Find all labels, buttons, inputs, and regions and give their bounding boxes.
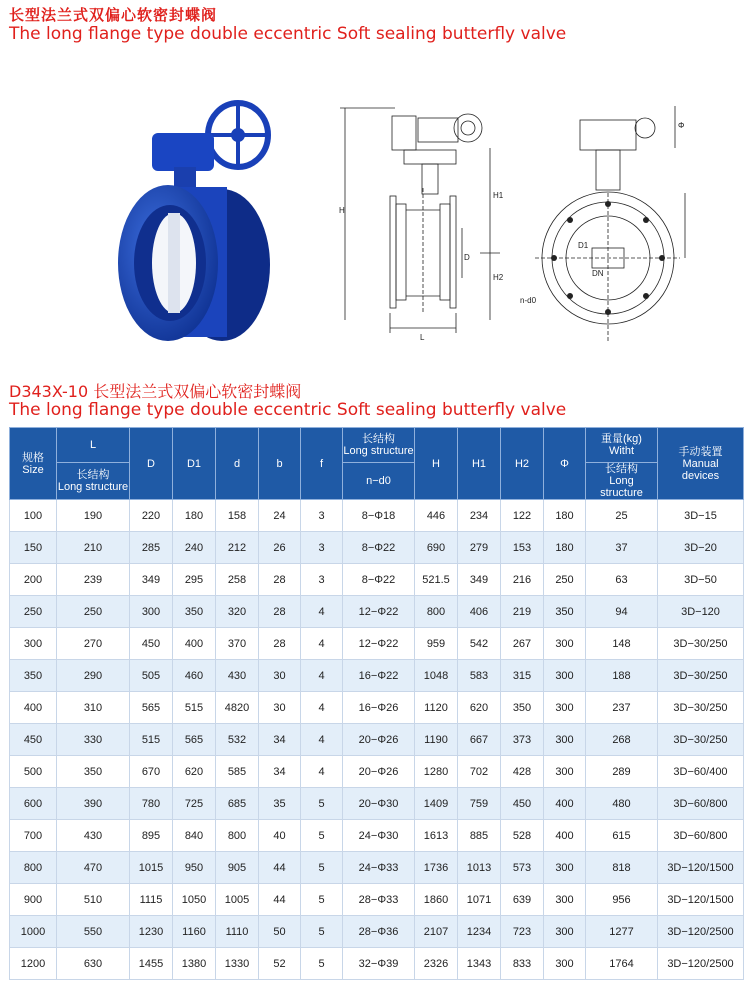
table-cell: 34 [259, 724, 301, 756]
table-cell: 480 [586, 788, 658, 820]
table-cell: 188 [586, 660, 658, 692]
table-cell: 270 [57, 628, 130, 660]
table-cell: 153 [501, 532, 544, 564]
col-L-sub: 长结构 Long structure [57, 463, 130, 500]
table-cell: 350 [501, 692, 544, 724]
table-cell: 3D−120/2500 [658, 948, 744, 980]
col-b: b [259, 428, 301, 500]
table-cell: 180 [173, 500, 216, 532]
table-cell: 250 [57, 596, 130, 628]
table-cell: 239 [57, 564, 130, 596]
table-cell: 5 [301, 852, 343, 884]
table-cell: 350 [544, 596, 586, 628]
col-nd0-top: 长结构 Long structure [343, 428, 415, 463]
table-cell: 300 [544, 692, 586, 724]
table-row [10, 788, 744, 820]
table-cell: 400 [544, 788, 586, 820]
table-cell: 505 [130, 660, 173, 692]
table-cell: 630 [57, 948, 130, 980]
table-cell: 350 [173, 596, 216, 628]
table-cell: 1330 [216, 948, 259, 980]
table-cell: 267 [501, 628, 544, 660]
table-cell: 800 [216, 820, 259, 852]
table-cell: 515 [130, 724, 173, 756]
table-cell: 950 [173, 852, 216, 884]
table-cell: 4 [301, 692, 343, 724]
table-cell: 620 [458, 692, 501, 724]
table-cell: 1280 [415, 756, 458, 788]
table-cell: 26 [259, 532, 301, 564]
table-row [10, 628, 744, 660]
table-cell: 44 [259, 884, 301, 916]
table-row [10, 852, 744, 884]
table-cell: 542 [458, 628, 501, 660]
table-cell: 30 [259, 692, 301, 724]
table-cell: 1000 [10, 916, 57, 948]
table-cell: 30 [259, 660, 301, 692]
table-cell: 3D−60/400 [658, 756, 744, 788]
table-cell: 615 [586, 820, 658, 852]
table-cell: 216 [501, 564, 544, 596]
table-row [10, 500, 744, 532]
table-cell: 460 [173, 660, 216, 692]
table-cell: 583 [458, 660, 501, 692]
table-cell: 300 [544, 948, 586, 980]
table-row [10, 724, 744, 756]
table-cell: 1380 [173, 948, 216, 980]
table-cell: 1050 [173, 884, 216, 916]
table-cell: 1764 [586, 948, 658, 980]
col-manual: 手动装置 Manual devices [658, 428, 744, 500]
table-cell: 550 [57, 916, 130, 948]
table-cell: 370 [216, 628, 259, 660]
table-cell: 20−Φ26 [343, 756, 415, 788]
table-cell: 450 [501, 788, 544, 820]
table-cell: 300 [544, 628, 586, 660]
table-cell: 40 [259, 820, 301, 852]
table-cell: 959 [415, 628, 458, 660]
table-row [10, 532, 744, 564]
table-cell: 690 [415, 532, 458, 564]
table-cell: 3D−30/250 [658, 660, 744, 692]
table-cell: 300 [130, 596, 173, 628]
table-cell: 32−Φ39 [343, 948, 415, 980]
table-cell: 220 [130, 500, 173, 532]
table-cell: 373 [501, 724, 544, 756]
table-row [10, 916, 744, 948]
col-H: H [415, 428, 458, 500]
table-cell: 3D−50 [658, 564, 744, 596]
table-cell: 290 [57, 660, 130, 692]
table-cell: 300 [544, 724, 586, 756]
table-cell: 3D−60/800 [658, 820, 744, 852]
table-cell: 320 [216, 596, 259, 628]
table-cell: 3D−120/2500 [658, 916, 744, 948]
table-cell: 470 [57, 852, 130, 884]
table-cell: 725 [173, 788, 216, 820]
table-cell: 350 [10, 660, 57, 692]
table-cell: 3 [301, 532, 343, 564]
table-cell: 268 [586, 724, 658, 756]
table-cell: 685 [216, 788, 259, 820]
table-cell: 28−Φ36 [343, 916, 415, 948]
table-cell: 3D−120 [658, 596, 744, 628]
table-cell: 1110 [216, 916, 259, 948]
section-title-en: The long flange type double eccentric Soft sealing butterfly valve [9, 400, 567, 420]
table-cell: 723 [501, 916, 544, 948]
table-cell: 330 [57, 724, 130, 756]
table-cell: 237 [586, 692, 658, 724]
table-cell: 250 [10, 596, 57, 628]
table-cell: 8−Φ22 [343, 564, 415, 596]
table-cell: 1200 [10, 948, 57, 980]
table-cell: 180 [544, 532, 586, 564]
table-cell: 24 [259, 500, 301, 532]
table-cell: 279 [458, 532, 501, 564]
table-cell: 25 [586, 500, 658, 532]
table-cell: 2107 [415, 916, 458, 948]
table-cell: 300 [10, 628, 57, 660]
table-cell: 956 [586, 884, 658, 916]
table-row [10, 692, 744, 724]
table-cell: 1013 [458, 852, 501, 884]
table-cell: 300 [544, 916, 586, 948]
col-L: L [57, 428, 130, 463]
table-cell: 3D−120/1500 [658, 852, 744, 884]
table-cell: 3D−20 [658, 532, 744, 564]
table-cell: 100 [10, 500, 57, 532]
table-cell: 289 [586, 756, 658, 788]
table-cell: 94 [586, 596, 658, 628]
table-cell: 400 [544, 820, 586, 852]
table-cell: 400 [173, 628, 216, 660]
table-row [10, 564, 744, 596]
valve-photo [110, 95, 280, 345]
table-cell: 300 [544, 660, 586, 692]
table-cell: 818 [586, 852, 658, 884]
table-cell: 250 [544, 564, 586, 596]
table-cell: 800 [10, 852, 57, 884]
table-cell: 4 [301, 756, 343, 788]
table-cell: 900 [10, 884, 57, 916]
dim-nd0: n-d0 [520, 296, 537, 305]
table-cell: 532 [216, 724, 259, 756]
table-cell: 670 [130, 756, 173, 788]
table-cell: 1048 [415, 660, 458, 692]
table-cell: 180 [544, 500, 586, 532]
table-cell: 240 [173, 532, 216, 564]
table-cell: 3D−30/250 [658, 724, 744, 756]
table-cell: 833 [501, 948, 544, 980]
table-cell: 1277 [586, 916, 658, 948]
table-cell: 148 [586, 628, 658, 660]
table-cell: 3D−120/1500 [658, 884, 744, 916]
table-cell: 349 [458, 564, 501, 596]
table-cell: 16−Φ22 [343, 660, 415, 692]
table-cell: 450 [130, 628, 173, 660]
table-cell: 158 [216, 500, 259, 532]
table-cell: 295 [173, 564, 216, 596]
table-cell: 5 [301, 884, 343, 916]
top-title-cn: 长型法兰式双偏心软密封蝶阀 [9, 6, 218, 24]
table-cell: 28 [259, 564, 301, 596]
table-cell: 702 [458, 756, 501, 788]
table-cell: 430 [216, 660, 259, 692]
table-cell: 3 [301, 500, 343, 532]
table-cell: 430 [57, 820, 130, 852]
table-cell: 34 [259, 756, 301, 788]
table-cell: 50 [259, 916, 301, 948]
table-cell: 5 [301, 788, 343, 820]
table-cell: 895 [130, 820, 173, 852]
table-cell: 1736 [415, 852, 458, 884]
table-cell: 5 [301, 916, 343, 948]
table-cell: 1190 [415, 724, 458, 756]
table-cell: 4 [301, 596, 343, 628]
dim-DN: DN [592, 269, 604, 278]
table-cell: 1409 [415, 788, 458, 820]
table-cell: 28 [259, 628, 301, 660]
table-cell: 1860 [415, 884, 458, 916]
table-row [10, 756, 744, 788]
table-cell: 3D−60/800 [658, 788, 744, 820]
dim-H: H [339, 206, 345, 215]
table-cell: 905 [216, 852, 259, 884]
table-cell: 258 [216, 564, 259, 596]
table-cell: 200 [10, 564, 57, 596]
spec-table [9, 427, 744, 980]
table-cell: 350 [57, 756, 130, 788]
table-cell: 510 [57, 884, 130, 916]
col-H1: H1 [458, 428, 501, 500]
table-cell: 1160 [173, 916, 216, 948]
table-cell: 565 [173, 724, 216, 756]
table-cell: 450 [10, 724, 57, 756]
col-D1: D1 [173, 428, 216, 500]
top-title-en: The long flange type double eccentric Soft sealing butterfly valve [9, 24, 567, 44]
valve-drawing [330, 98, 695, 358]
table-cell: 1455 [130, 948, 173, 980]
table-cell: 1120 [415, 692, 458, 724]
table-cell: 800 [415, 596, 458, 628]
table-cell: 2326 [415, 948, 458, 980]
table-cell: 1613 [415, 820, 458, 852]
table-cell: 428 [501, 756, 544, 788]
table-cell: 565 [130, 692, 173, 724]
table-cell: 515 [173, 692, 216, 724]
table-cell: 521.5 [415, 564, 458, 596]
dim-H1: H1 [493, 191, 504, 200]
table-cell: 12−Φ22 [343, 596, 415, 628]
table-cell: 12−Φ22 [343, 628, 415, 660]
table-cell: 528 [501, 820, 544, 852]
table-cell: 20−Φ30 [343, 788, 415, 820]
table-cell: 35 [259, 788, 301, 820]
table-cell: 3 [301, 564, 343, 596]
table-row [10, 820, 744, 852]
table-cell: 28 [259, 596, 301, 628]
table-cell: 400 [10, 692, 57, 724]
table-cell: 16−Φ26 [343, 692, 415, 724]
dim-D1: D1 [578, 241, 589, 250]
table-cell: 8−Φ18 [343, 500, 415, 532]
table-cell: 300 [544, 884, 586, 916]
table-cell: 63 [586, 564, 658, 596]
table-cell: 3D−30/250 [658, 628, 744, 660]
table-cell: 52 [259, 948, 301, 980]
col-H2: H2 [501, 428, 544, 500]
table-cell: 759 [458, 788, 501, 820]
col-weight-bot: 长结构 Long structure [586, 463, 658, 500]
table-cell: 300 [544, 852, 586, 884]
table-cell: 1071 [458, 884, 501, 916]
table-cell: 573 [501, 852, 544, 884]
table-row [10, 596, 744, 628]
table-cell: 24−Φ33 [343, 852, 415, 884]
col-phi: Φ [544, 428, 586, 500]
table-cell: 210 [57, 532, 130, 564]
table-cell: 4 [301, 724, 343, 756]
table-cell: 5 [301, 948, 343, 980]
col-d: d [216, 428, 259, 500]
table-cell: 1115 [130, 884, 173, 916]
table-cell: 5 [301, 820, 343, 852]
table-row [10, 660, 744, 692]
table-cell: 1234 [458, 916, 501, 948]
table-cell: 406 [458, 596, 501, 628]
table-cell: 349 [130, 564, 173, 596]
table-cell: 150 [10, 532, 57, 564]
table-cell: 3D−15 [658, 500, 744, 532]
col-nd0-bot: n−d0 [343, 463, 415, 500]
table-cell: 234 [458, 500, 501, 532]
table-cell: 446 [415, 500, 458, 532]
table-cell: 24−Φ30 [343, 820, 415, 852]
dim-phi: Φ [678, 121, 685, 130]
table-cell: 4820 [216, 692, 259, 724]
table-cell: 212 [216, 532, 259, 564]
table-cell: 4 [301, 628, 343, 660]
table-cell: 219 [501, 596, 544, 628]
table-cell: 20−Φ26 [343, 724, 415, 756]
table-cell: 1343 [458, 948, 501, 980]
table-cell: 639 [501, 884, 544, 916]
table-cell: 667 [458, 724, 501, 756]
table-cell: 190 [57, 500, 130, 532]
table-cell: 1005 [216, 884, 259, 916]
table-cell: 122 [501, 500, 544, 532]
table-cell: 28−Φ33 [343, 884, 415, 916]
table-cell: 4 [301, 660, 343, 692]
table-cell: 1015 [130, 852, 173, 884]
table-cell: 3D−30/250 [658, 692, 744, 724]
dim-L: L [420, 333, 425, 342]
col-D: D [130, 428, 173, 500]
col-weight-top: 重量(kg) Witht [586, 428, 658, 463]
section-title-cn: D343X-10 长型法兰式双偏心软密封蝶阀 [9, 382, 302, 401]
table-cell: 37 [586, 532, 658, 564]
table-cell: 285 [130, 532, 173, 564]
table-cell: 840 [173, 820, 216, 852]
table-cell: 585 [216, 756, 259, 788]
table-row [10, 948, 744, 980]
dim-D: D [464, 253, 470, 262]
table-cell: 700 [10, 820, 57, 852]
dim-H2: H2 [493, 273, 504, 282]
table-row [10, 884, 744, 916]
col-size: 规格 Size [10, 428, 57, 500]
table-cell: 600 [10, 788, 57, 820]
table-cell: 620 [173, 756, 216, 788]
table-cell: 44 [259, 852, 301, 884]
table-cell: 310 [57, 692, 130, 724]
table-cell: 885 [458, 820, 501, 852]
table-cell: 390 [57, 788, 130, 820]
table-cell: 8−Φ22 [343, 532, 415, 564]
table-cell: 1230 [130, 916, 173, 948]
table-cell: 780 [130, 788, 173, 820]
table-cell: 300 [544, 756, 586, 788]
table-cell: 315 [501, 660, 544, 692]
table-cell: 500 [10, 756, 57, 788]
col-f: f [301, 428, 343, 500]
